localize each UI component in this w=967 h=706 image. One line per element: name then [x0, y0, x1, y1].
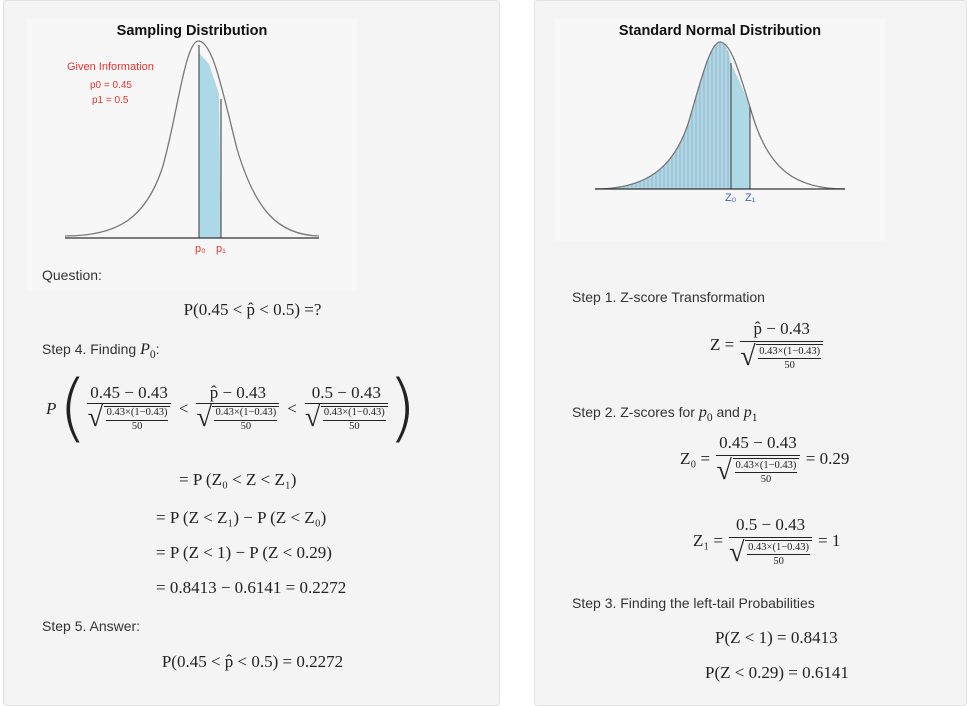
sampling-distribution-plot — [27, 19, 357, 291]
step3-label: Step 3. Finding the left-tail Probabilities — [572, 595, 815, 611]
plot-title: Standard Normal Distribution — [618, 23, 822, 39]
z0-label: Z₀ — [725, 192, 737, 204]
step4-text: Step 4. Finding — [42, 341, 137, 357]
question-label: Question: — [42, 267, 102, 283]
left-panel — [3, 0, 500, 706]
frac-c: 0.5 − 0.43 √ $\frac{0.43\times(1-0.43)}{50}$ — [305, 384, 388, 432]
given-p0: p0 = 0.45 — [90, 80, 132, 91]
given-title: Given Information — [67, 61, 154, 73]
step4-sub: 0 — [149, 349, 156, 362]
p1-label: p₁ — [216, 243, 226, 255]
step1-label: Step 1. Z-score Transformation — [572, 289, 765, 305]
step4-label: Step 4. Finding $P_0$: — [42, 341, 160, 362]
prob-2: P(Z < 0.29) = 0.6141 — [705, 663, 849, 682]
frac-a: 0.45 − 0.43 √ $\frac{0.43\times(1-0.43)}{50}$ — [87, 384, 171, 432]
prob-1: P(Z < 1) = 0.8413 — [715, 628, 838, 647]
step4-var: P — [140, 341, 150, 358]
frac-b: p̂ − 0.43 √ $\frac{0.43\times(1-0.43)}{50}$ — [196, 384, 279, 432]
step5-label: Step 5. Answer: — [42, 618, 141, 634]
step2-label: Step 2. Z-scores for $p_0$ and $p_1$ — [572, 404, 758, 425]
z1-formula: Z₁ = 0.5 − 0.43 √ $\frac{0.43\times(1-0.43)}{50}$ = 1 — [693, 515, 841, 568]
shaded-region — [199, 53, 221, 238]
z1-label: Z₁ — [745, 192, 756, 204]
z0-formula: Z₀ = 0.45 − 0.43 √ $\frac{0.43\times(1-0.43)}{50}$ = 0.29 — [680, 433, 850, 486]
standard-normal-plot — [555, 19, 885, 241]
shaded-region — [731, 64, 750, 189]
sampling-curve-svg — [27, 19, 357, 291]
plot-title: Sampling Distribution — [116, 23, 268, 39]
p0-label: p₀ — [195, 243, 206, 255]
inequality-expression: P ( 0.45 − 0.43 √ $\frac{0.43\times(1-0.43)}{50}$ < p̂ − 0.43 √ $\frac{0.43\times(1-0.43)}{50}$ < 0.5 − 0.43 √ $\frac{0.43\times(1-0.43)}{50}$ ) — [46, 365, 417, 451]
question-equation: P(0.45 < p̂ < 0.5) =? — [183, 300, 322, 319]
answer-equation: P(0.45 < p̂ < 0.5) = 0.2272 — [161, 652, 344, 671]
derivation-line-4: = 0.8413 − 0.6141 = 0.2272 — [156, 578, 347, 597]
derivation-line-2: = P (Z < Z₁) − P (Z < Z₀) — [156, 508, 327, 527]
given-p1: p1 = 0.5 — [92, 95, 129, 106]
z-formula: Z = p̂ − 0.43 √ $\frac{0.43\times(1-0.43)}{50}$ — [710, 319, 823, 371]
right-panel — [534, 0, 967, 706]
derivation-line-1: = P (Z₀ < Z < Z₁) — [179, 470, 297, 489]
derivation-line-3: = P (Z < 1) − P (Z < 0.29) — [156, 543, 332, 562]
standard-curve-svg — [555, 19, 885, 241]
